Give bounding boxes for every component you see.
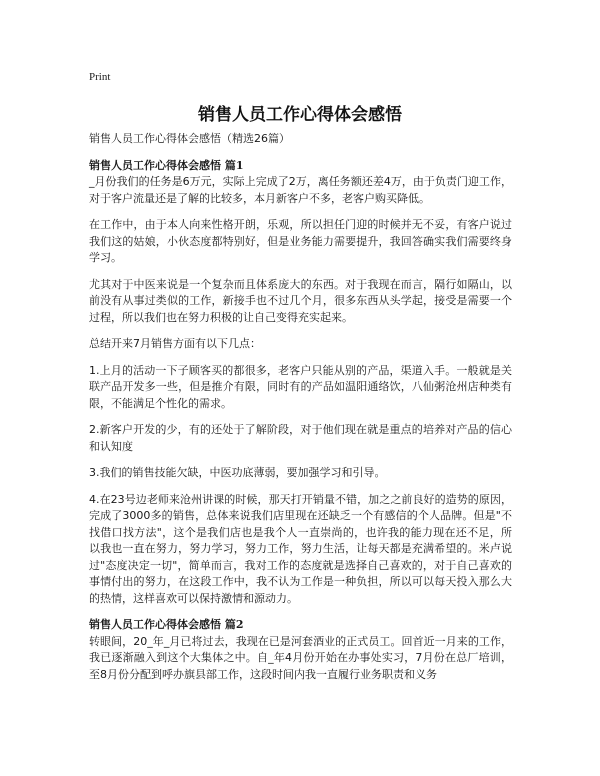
section-heading: 销售人员工作心得体会感悟 篇2 [89,618,244,631]
paragraph: 1.上月的活动一下子顾客买的都很多，老客户只能从别的产品，渠道入手。一般就是关联产品开发多一些，但是推介有限，同时有的产品如温阳通络饮，八仙粥沧州店种类有限，不能满足个性化的需求。 [89,363,512,410]
paragraph: 3.我们的销售技能欠缺，中医功底薄弱，要加强学习和引导。 [89,466,386,479]
paragraph: 转眼间，20_年_月已将过去，我现在已是河套酒业的正式员工。回首近一月来的工作，我已逐渐融入到这个大集体之中。自_年4月份开始在办事处实习，7月份在总厂培训，至8月份分配到呼办旗县部工作，这段时间内我一直履行业务职责和义务 [89,634,512,681]
page-title: 销售人员工作心得体会感悟 [198,105,402,125]
section-heading: 销售人员工作心得体会感悟 篇1 [89,158,244,172]
paragraph: 尤其对于中医来说是一个复杂而且体系庞大的东西。对于我现在而言，隔行如隔山，以前没有从事过类似的工作，新接手也不过几个月，很多东西从头学起，接受是需要一个过程，所以我们也在努力积极的让自己变得充实起来。 [89,277,512,324]
section-2 [89,617,512,683]
paragraph: 总结开来7月销售方面有以下几点： [89,337,261,350]
paragraph: _月份我们的任务是6万元，实际上完成了2万，离任务额还差4万，由于负责门迎工作，对于客户流量还是了解的比较多，本月新客户不多，老客户购买降低。 [89,175,512,205]
article-body [89,131,512,693]
paragraph: 4.在23号边老师来沧州讲课的时候，那天打开销量不错，加之之前良好的造势的原因，完成了3000多的销售，总体来说我们店里现在还缺乏一个有感信的个人品牌。但是"不找借口找方法"，这个是我们店也是我个人一直崇尚的，也许我的能力现在还不足，所以我也一直在努力，努力学习，努力工作，努力生活，让每天都是充满希望的。米卢说过"态度决定一切"，简单而言，我对工作的态度就是选择自己喜欢的，对于自己喜欢的事情付出的努力，在这段工作中，我不认为工作是一种负担，所以可以每天投入那么大的热情，这样喜欢可以保持激情和源动力。 [89,492,512,605]
paragraph: 在工作中，由于本人向来性格开朗，乐观，所以担任门迎的时候并无不妥，有客户说过我们这的姑娘，小伙态度都特别好，但是业务能力需要提升，我回答确实我们需要终身学习。 [89,218,512,264]
section-1 [89,158,512,608]
document-subtitle: 销售人员工作心得体会感悟（精选26篇） [89,132,290,145]
paragraph: 2.新客户开发的少，有的还处于了解阶段，对于他们现在就是重点的培养对产品的信心和认知度 [89,423,512,453]
print-label[interactable]: Print [89,71,111,83]
